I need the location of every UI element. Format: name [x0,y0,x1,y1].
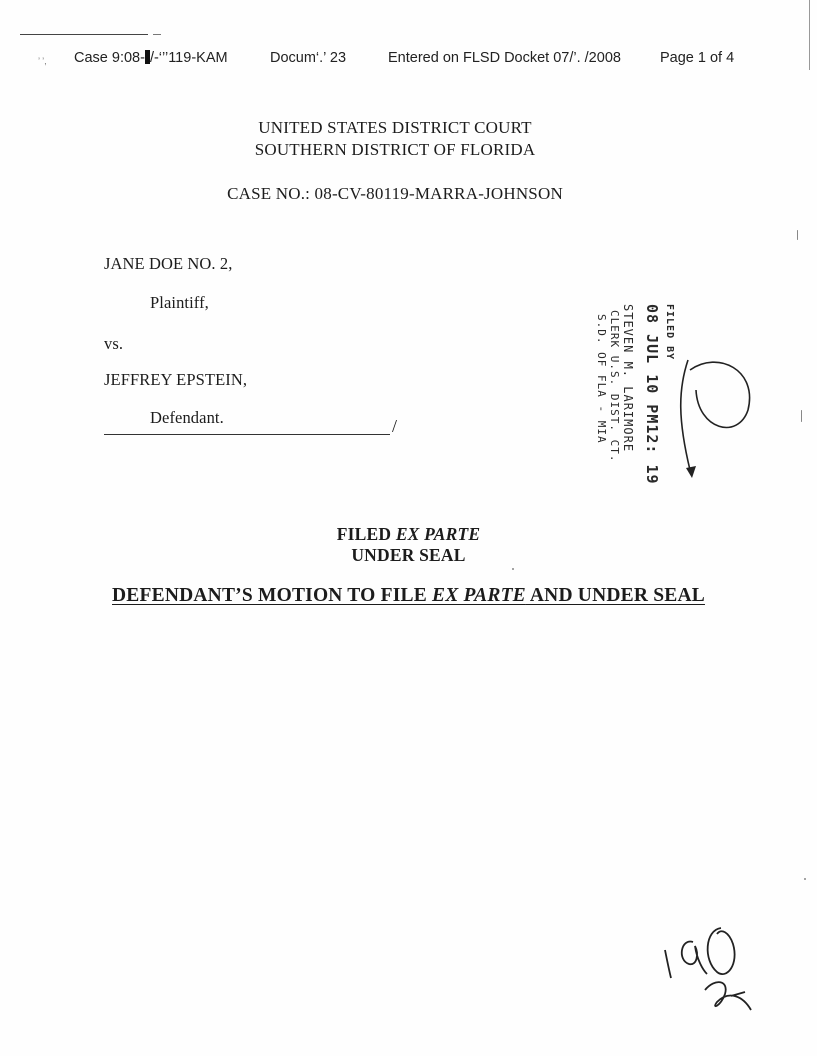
defendant-role: Defendant. [150,408,224,427]
filing-stamp [590,300,780,490]
plaintiff-name: JANE DOE NO. 2, [104,254,233,273]
stamp-clerk-name: STEVEN M. LARIMORE [621,304,635,453]
court-name: UNITED STATES DISTRICT COURT [258,118,532,137]
right-edge-line [809,0,810,70]
stamp-date: 08 JUL 10 PM12: 19 [643,304,661,485]
filed-label: FILED [336,524,396,544]
under-seal-heading: UNDER SEAL [351,545,466,565]
stamp-clerk-district: S.D. OF FLA - MIA [595,314,608,444]
scan-speck [804,878,806,880]
case-prefix: Case 9:08- [74,50,145,66]
filed-ex-parte: EX PARTE [395,524,481,544]
motion-title-part-1: DEFENDANT’S MOTION TO FILE [112,585,432,606]
defendant-name: JEFFREY EPSTEIN, [104,370,248,389]
scan-speck [801,410,802,422]
entered-date: Entered on FLSD Docket 07/’. /2008 [388,50,621,66]
motion-title-ex-parte: EX PARTE [432,585,526,606]
caption-rule [104,434,390,435]
margin-marks: ’ ’, [38,56,47,66]
handwritten-initials [655,920,765,1020]
plaintiff-role: Plaintiff, [150,293,209,312]
clerk-signature-loop [668,350,768,480]
case-number-header [74,50,228,66]
versus: vs. [104,334,124,353]
page-number: Page 1 of 4 [660,50,735,66]
stamp-clerk-title: CLERK U.S. DIST. CT. [608,310,621,463]
motion-title-part-2: AND UNDER SEAL [525,585,705,606]
scan-speck [512,568,514,570]
top-scan-rule [20,34,148,35]
top-scan-rule-dash [153,34,161,35]
court-district: SOUTHERN DISTRICT OF FLORIDA [254,140,536,159]
stamp-filed-by: FILED BY [664,304,675,361]
case-number: CASE NO.: 08-CV-80119-MARRA-JOHNSON [227,184,563,203]
filed-ex-parte-heading [0,524,817,545]
document-number: Docum‘.’ 23 [270,50,347,66]
case-suffix: /-‘’’119-KAM [149,50,228,66]
scan-speck [797,230,798,240]
motion-title [0,585,817,607]
caption-slash: / [392,416,398,436]
